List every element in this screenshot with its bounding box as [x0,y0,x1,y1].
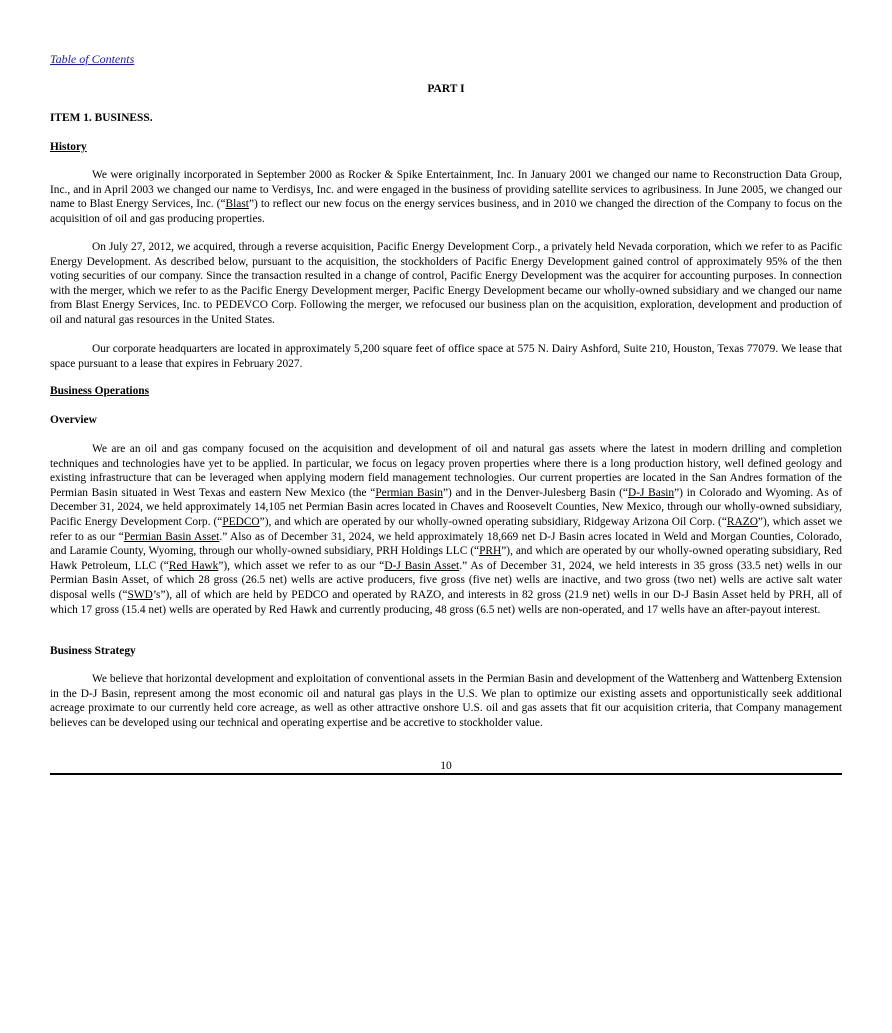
business-operations-heading: Business Operations [50,385,150,397]
table-of-contents-link[interactable]: Table of Contents [50,52,135,66]
history-paragraph-2: On July 27, 2012, we acquired, through a reverse acquisition, Pacific Energy Development Corp., a privately held Nevada corporation, which we refer to as Pacific Energy Development. As described below, pursuant to the acquisition, the stockholders of Pacific Energy Development gained control of approximately 95% of the then voting securities of our company. Since the transaction resulted in a change of control, Pacific Energy Development was the acquirer for accounting purposes. In connection with the merger, which we refer to as the Pacific Energy Development merger, Pacific Energy Development became our wholly-owned subsidiary and we changed our name from Blast Energy Services, Inc. to PEDEVCO Corp. Following the merger, we refocused our business plan on the acquisition, exploration, development and production of oil and natural gas resources in the United States. [50,241,842,326]
part-title: PART I [427,83,465,95]
business-strategy-heading: Business Strategy [50,645,136,657]
page-number: 10 [440,760,452,772]
defined-term-pedco: PEDCO [222,515,260,528]
defined-term-permian-basin-asset: Permian Basin Asset [123,530,220,543]
defined-term-blast: Blast [225,198,249,211]
history-paragraph-3: Our corporate headquarters are located in approximately 5,200 square feet of office space at 575 N. Dairy Ashford, Suite 210, Houston, Texas 77079. We lease that space pursuant to a lease that expires in February 2027. [50,343,842,370]
history-heading: History [50,141,87,153]
business-strategy-paragraph: We believe that horizontal development and exploitation of conventional assets in the Permian Basin and development of the Wattenberg and Wattenberg Extension in the D-J Basin, represent among the most economic oil and natural gas plays in the U.S. We plan to optimize our existing assets and opportunistically seek additional acreage proximate to our currently held core acreage, as well as other attractive onshore U.S. oil and gas assets that fit our acquisition criteria, that Company management believes can be developed using our technical and operating expertise and be accretive to stockholder value. [50,673,842,729]
overview-heading: Overview [50,414,97,426]
history-paragraph-1: We were originally incorporated in September 2000 as Rocker & Spike Entertainment, Inc. In January 2001 we changed our name to Reconstruction Data Group, Inc., and in April 2003 we changed our name to Verdisys, Inc. and were engaged in the business of providing satellite services to agribusiness. In June 2005, we changed our name to Blast Energy Services, Inc. (“Blast”) to reflect our new focus on the energy services business, and in 2010 we changed the direction of the Company to focus on the acquisition of oil and gas producing properties. [50,169,842,225]
defined-term-prh: PRH [479,545,502,558]
item-title: ITEM 1. BUSINESS. [50,112,153,124]
defined-term-dj-basin-asset: D-J Basin Asset [384,559,460,572]
footer-rule [50,773,842,775]
defined-term-red-hawk: Red Hawk [168,559,219,572]
defined-term-swd: SWD [127,588,153,601]
defined-term-razo: RAZO [726,515,758,528]
overview-paragraph: We are an oil and gas company focused on the acquisition and development of oil and natural gas assets where the latest in modern drilling and completion techniques and technologies have yet to be applied. In particular, we focus on legacy proven properties where there is a long production history, well defined geology and existing infrastructure that can be leveraged when applying modern field management technologies. Our current properties are located in the San Andres formation of the Permian Basin situated in West Texas and eastern New Mexico (the “Permian Basin”) and in the Denver-Julesberg Basin (“D-J Basin”) in Colorado and Wyoming. As of December 31, 2024, we held approximately 14,105 net Permian Basin acres located in Chaves and Roosevelt Counties, New Mexico, through our wholly-owned subsidiary, Pacific Energy Development Corp. (“PEDCO”), and which are operated by our wholly-owned operating subsidiary, Ridgeway Arizona Oil Corp. (“RAZO”), which asset we refer to as our “Permian Basin Asset.” Also as of December 31, 2024, we held approximately 18,669 net D-J Basin acres located in Weld and Morgan Counties, Colorado, and Laramie County, Wyoming, through our wholly-owned subsidiary, PRH Holdings LLC (“PRH”), and which are operated by our wholly-owned operating subsidiary, Red Hawk Petroleum, LLC (“Red Hawk”), which asset we refer to as our “D-J Basin Asset.” As of December 31, 2024, we held interests in 35 gross (33.5 net) wells in our Permian Basin Asset, of which 28 gross (26.5 net) wells are active producers, five gross (five net) wells are inactive, and two gross (two net) wells are active salt water disposal wells (“SWD’s”), all of which are held by PEDCO and operated by RAZO, and interests in 82 gross (21.9 net) wells in our D-J Basin Asset held by PRH, all of which 17 gross (15.4 net) wells are operated by Red Hawk and currently producing, 48 gross (6.5 net) wells are non-operated, and 17 wells have an after-payout interest. [50,443,843,616]
defined-term-dj-basin: D-J Basin [628,486,675,499]
defined-term-permian-basin: Permian Basin [375,486,443,499]
